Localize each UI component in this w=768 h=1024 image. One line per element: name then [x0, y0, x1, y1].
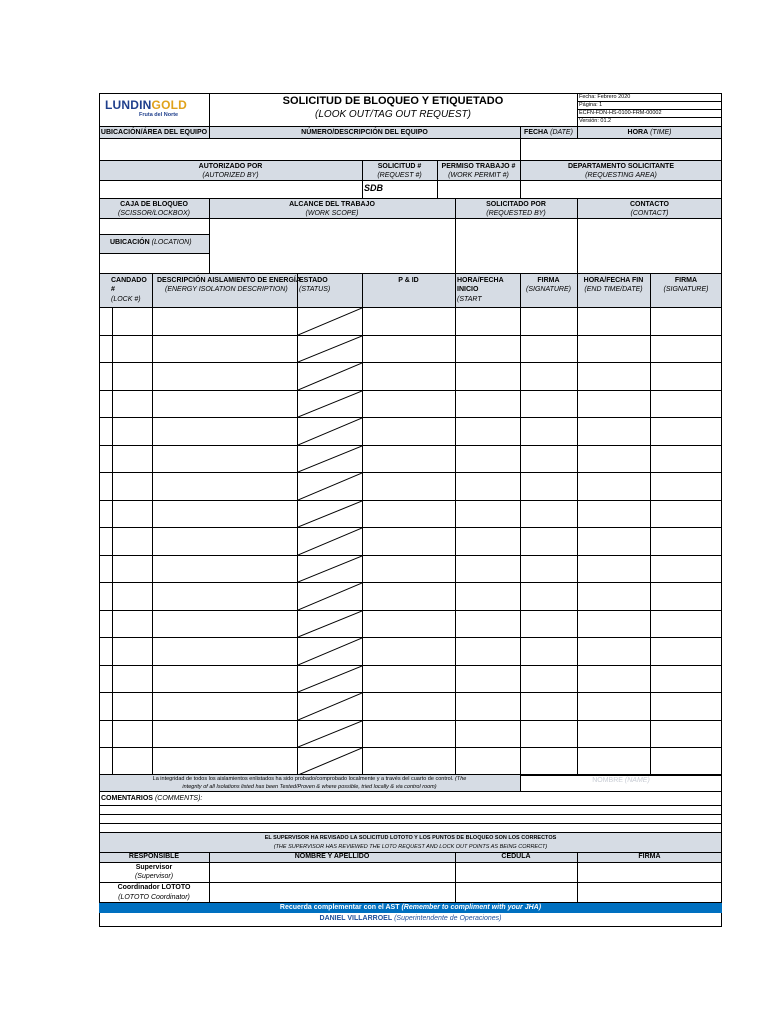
status-slash-icon — [298, 363, 362, 390]
contact-label: CONTACTO — [629, 201, 670, 208]
integrity-name-label: NOMBRE — [592, 777, 623, 784]
isolation-description-cell[interactable] — [153, 583, 297, 610]
status-cell[interactable] — [298, 666, 362, 692]
lockbox-location-header — [110, 238, 192, 247]
work-scope-label-en: (WORK SCOPE) — [305, 210, 359, 217]
coordinator-name-input[interactable] — [210, 883, 455, 902]
equipment-location-input[interactable] — [100, 139, 520, 160]
status-slash-line — [298, 721, 362, 747]
authorized-by-input[interactable] — [100, 181, 362, 198]
end-time-cell[interactable] — [578, 308, 650, 335]
start-time-label-2: INICIO — [457, 286, 479, 293]
lock-number-cell[interactable] — [113, 583, 152, 610]
status-slash-icon — [298, 721, 362, 747]
pid-cell[interactable] — [363, 638, 455, 665]
coordinator-sign-input[interactable] — [578, 883, 721, 902]
supervisor-id-input[interactable] — [456, 863, 577, 882]
start-time-cell[interactable] — [456, 308, 520, 335]
jha-reminder-text — [99, 903, 722, 913]
integrity-name-field[interactable] — [520, 775, 722, 786]
contact-label-en: (CONTACT) — [630, 210, 669, 217]
work-scope-input[interactable] — [210, 219, 455, 273]
coordinator-id-input[interactable] — [456, 883, 577, 902]
status-slash-line — [298, 336, 362, 362]
start-time-cell[interactable] — [456, 336, 520, 362]
start-time-label-en: (START — [457, 296, 482, 303]
signature-label-en: (SIGNATURE) — [526, 286, 571, 293]
supervisor-name-input[interactable] — [210, 863, 455, 882]
isolation-description-cell[interactable] — [153, 666, 297, 692]
equipment-number-label: NÚMERO/DESCRIPCIÓN DEL EQUIPO — [301, 129, 428, 136]
approver-footer — [99, 914, 722, 923]
form-subtitle: (LOOK OUT/TAG OUT REQUEST) — [315, 109, 471, 120]
signature-2-cell[interactable] — [651, 473, 722, 500]
end-time-cell[interactable] — [578, 611, 650, 637]
pid-cell[interactable] — [363, 363, 455, 390]
pid-cell[interactable] — [363, 583, 455, 610]
integrity-statement-line2: integrity of all Isolations listed has been Tested/Proven & where possible, tried locally & via control room) — [182, 784, 437, 790]
status-cell[interactable] — [298, 418, 362, 445]
lockbox-label-en: (SCISSOR/LOCKBOX) — [118, 210, 190, 217]
signature-2-cell[interactable] — [651, 308, 722, 335]
authorized-by-label-en: (AUTORIZED BY) — [202, 172, 259, 179]
approver-role: (Superintendente de Operaciones) — [394, 915, 502, 922]
lockbox-input[interactable] — [100, 219, 209, 234]
status-cell[interactable] — [298, 556, 362, 582]
signature-2-cell[interactable] — [651, 693, 722, 720]
meta-version: Versión: 01.2 — [579, 118, 612, 124]
comments-header — [101, 794, 202, 803]
form-title: SOLICITUD DE BLOQUEO Y ETIQUETADO — [282, 95, 504, 107]
isolation-description-cell[interactable] — [153, 336, 297, 362]
responsible-col-label: RESPONSIBLE — [128, 853, 180, 860]
status-cell[interactable] — [298, 528, 362, 555]
end-time-cell[interactable] — [578, 748, 650, 775]
end-time-cell[interactable] — [578, 666, 650, 692]
requested-by-input[interactable] — [456, 219, 577, 273]
signature-cell[interactable] — [521, 556, 577, 582]
lock-number-cell[interactable] — [113, 363, 152, 390]
status-slash-line — [298, 748, 362, 775]
integrity-en-start: (The — [455, 776, 467, 782]
status-cell[interactable] — [298, 721, 362, 747]
work-scope-label: ALCANCE DEL TRABAJO — [289, 201, 375, 208]
department-input[interactable] — [521, 181, 721, 198]
signature-cell[interactable] — [521, 418, 577, 445]
status-slash-line — [298, 638, 362, 665]
department-label-en: (REQUESTING AREA) — [585, 172, 657, 179]
lock-number-cell[interactable] — [113, 308, 152, 335]
isolation-description-cell[interactable] — [153, 748, 297, 775]
end-time-label: HORA/FECHA FIN — [583, 277, 644, 284]
isolation-description-label-en: (ENERGY ISOLATION DESCRIPTION) — [165, 286, 288, 293]
isolation-description-cell[interactable] — [153, 721, 297, 747]
date-label: FECHA — [524, 129, 549, 136]
isolation-description-cell[interactable] — [153, 308, 297, 335]
end-time-cell[interactable] — [578, 418, 650, 445]
signature-2-cell[interactable] — [651, 611, 722, 637]
company-logo — [103, 97, 205, 123]
isolation-description-label: DESCRIPCIÓN AISLAMIENTO DE ENERGÍA — [157, 277, 301, 284]
isolation-description-cell[interactable] — [153, 638, 297, 665]
lock-number-cell[interactable] — [113, 391, 152, 417]
end-time-cell[interactable] — [578, 556, 650, 582]
signature-2-label: FIRMA — [674, 277, 698, 284]
signature-cell[interactable] — [521, 308, 577, 335]
pid-cell[interactable] — [363, 418, 455, 445]
lock-number-cell[interactable] — [113, 528, 152, 555]
signature-2-cell[interactable] — [651, 336, 722, 362]
pid-cell[interactable] — [363, 693, 455, 720]
status-cell[interactable] — [298, 501, 362, 527]
lockbox-label: CAJA DE BLOQUEO — [120, 201, 188, 208]
pid-cell[interactable] — [363, 748, 455, 775]
signature-2-cell[interactable] — [651, 501, 722, 527]
lock-number-cell[interactable] — [113, 666, 152, 692]
integrity-name-label-en: (NAME) — [624, 777, 650, 784]
status-slash-line — [298, 693, 362, 720]
pid-cell[interactable] — [363, 666, 455, 692]
start-time-cell[interactable] — [456, 528, 520, 555]
supervisor-statement-es: EL SUPERVISOR HA REVISADO LA SOLICITUD LOTOTO Y LOS PUNTOS DE BLOQUEO SON LOS CORRECTOS — [264, 835, 557, 841]
date-header — [520, 128, 577, 137]
status-slash-line — [298, 308, 362, 335]
lock-number-cell[interactable] — [113, 721, 152, 747]
signature-2-cell[interactable] — [651, 638, 722, 665]
end-time-cell[interactable] — [578, 583, 650, 610]
id-col-label: CEDULA — [501, 853, 531, 860]
status-slash-line — [298, 556, 362, 582]
status-slash-icon — [298, 418, 362, 445]
start-time-cell[interactable] — [456, 666, 520, 692]
end-time-cell[interactable] — [578, 446, 650, 472]
status-slash-icon — [298, 583, 362, 610]
time-label: HORA — [627, 129, 649, 136]
status-slash-line — [298, 391, 362, 417]
logo-word-gold: GOLD — [151, 98, 187, 112]
work-permit-label: PERMISO TRABAJO # — [441, 163, 516, 170]
status-slash-line — [298, 611, 362, 637]
signature-2-cell[interactable] — [651, 556, 722, 582]
meta-page: Página: 1 — [579, 102, 603, 108]
signature-cell[interactable] — [521, 666, 577, 692]
status-slash-icon — [298, 611, 362, 637]
start-time-cell[interactable] — [456, 363, 520, 390]
start-time-cell[interactable] — [456, 556, 520, 582]
status-label: ESTADO — [299, 277, 328, 284]
comments-input[interactable] — [100, 806, 721, 832]
signature-cell[interactable] — [521, 693, 577, 720]
end-time-cell[interactable] — [578, 363, 650, 390]
role-loto-coordinator-en: (LOTOTO Coordinator) — [118, 894, 190, 901]
request-number-label-en: (REQUEST #) — [377, 172, 422, 179]
lock-number-cell[interactable] — [113, 446, 152, 472]
lockbox-location-label: UBICACIÓN — [110, 239, 150, 246]
end-time-cell[interactable] — [578, 336, 650, 362]
start-time-cell[interactable] — [456, 583, 520, 610]
lockbox-location-input[interactable] — [100, 254, 209, 273]
status-slash-icon — [298, 556, 362, 582]
status-cell[interactable] — [298, 693, 362, 720]
request-number-input[interactable] — [363, 181, 437, 198]
pid-cell[interactable] — [363, 556, 455, 582]
request-number-label: SOLICITUD # — [377, 163, 422, 170]
role-loto-coordinator: Coordinador LOTOTO — [117, 884, 191, 891]
lock-number-cell[interactable] — [113, 473, 152, 500]
pid-cell[interactable] — [363, 391, 455, 417]
status-slash-line — [298, 528, 362, 555]
jha-reminder-en: (Remember to compliment with your JHA) — [401, 904, 542, 911]
request-prefix: SDB — [364, 183, 384, 193]
lock-number-cell[interactable] — [113, 556, 152, 582]
status-slash-line — [298, 473, 362, 500]
start-time-cell[interactable] — [456, 611, 520, 637]
signature-2-cell[interactable] — [651, 363, 722, 390]
pid-cell[interactable] — [363, 721, 455, 747]
sign-col-label: FIRMA — [638, 853, 661, 860]
pid-cell[interactable] — [363, 446, 455, 472]
signature-cell[interactable] — [521, 611, 577, 637]
lock-number-label: CANDADO — [111, 277, 147, 284]
start-time-cell[interactable] — [456, 721, 520, 747]
status-slash-icon — [298, 391, 362, 417]
end-time-cell[interactable] — [578, 501, 650, 527]
isolation-description-cell[interactable] — [153, 611, 297, 637]
isolation-description-cell[interactable] — [153, 501, 297, 527]
pid-cell[interactable] — [363, 501, 455, 527]
status-slash-icon — [298, 446, 362, 472]
lock-number-cell[interactable] — [113, 638, 152, 665]
isolation-description-cell[interactable] — [153, 391, 297, 417]
signature-2-label-en: (SIGNATURE) — [663, 286, 709, 293]
contact-input[interactable] — [578, 219, 721, 273]
status-cell[interactable] — [298, 446, 362, 472]
status-cell[interactable] — [298, 363, 362, 390]
isolation-description-cell[interactable] — [153, 473, 297, 500]
supervisor-sign-input[interactable] — [578, 863, 721, 882]
comments-label: COMENTARIOS — [101, 795, 153, 802]
lock-number-cell[interactable] — [113, 748, 152, 775]
status-cell[interactable] — [298, 336, 362, 362]
signature-2-cell[interactable] — [651, 748, 722, 775]
pid-cell[interactable] — [363, 336, 455, 362]
signature-2-cell[interactable] — [651, 391, 722, 417]
start-time-cell[interactable] — [456, 418, 520, 445]
status-cell[interactable] — [298, 611, 362, 637]
requested-by-label: SOLICITADO POR — [486, 201, 546, 208]
signature-cell[interactable] — [521, 748, 577, 775]
start-time-cell[interactable] — [456, 693, 520, 720]
start-time-cell[interactable] — [456, 446, 520, 472]
status-slash-icon — [298, 501, 362, 527]
signature-cell[interactable] — [521, 528, 577, 555]
signature-cell[interactable] — [521, 721, 577, 747]
signature-cell[interactable] — [521, 583, 577, 610]
start-time-cell[interactable] — [456, 748, 520, 775]
meta-code: ECFN-FDN-HS-0100-FRM-00002 — [579, 110, 662, 116]
lock-number-cell[interactable] — [113, 501, 152, 527]
end-time-cell[interactable] — [578, 391, 650, 417]
status-slash-icon — [298, 528, 362, 555]
status-slash-line — [298, 363, 362, 390]
status-slash-icon — [298, 666, 362, 692]
logo-word-lundin: LUNDIN — [105, 98, 152, 112]
department-label: DEPARTAMENTO SOLICITANTE — [567, 163, 675, 170]
isolation-description-cell[interactable] — [153, 418, 297, 445]
isolation-description-cell[interactable] — [153, 693, 297, 720]
signature-2-cell[interactable] — [651, 666, 722, 692]
status-slash-line — [298, 501, 362, 527]
signature-2-cell[interactable] — [651, 418, 722, 445]
isolation-description-cell[interactable] — [153, 528, 297, 555]
signature-label: FIRMA — [537, 277, 560, 284]
lock-number-label-en: (LOCK #) — [111, 296, 141, 303]
status-cell[interactable] — [298, 473, 362, 500]
lock-number-cell[interactable] — [113, 418, 152, 445]
signature-2-cell[interactable] — [651, 583, 722, 610]
pid-cell[interactable] — [363, 611, 455, 637]
signature-cell[interactable] — [521, 363, 577, 390]
status-slash-icon — [298, 693, 362, 720]
status-slash-line — [298, 418, 362, 445]
date-time-input[interactable] — [521, 139, 721, 160]
status-cell[interactable] — [298, 638, 362, 665]
name-col-label: NOMBRE Y APELLIDO — [294, 853, 370, 860]
lock-number-hash: # — [111, 286, 115, 293]
pid-cell[interactable] — [363, 528, 455, 555]
start-time-label-1: HORA/FECHA — [457, 277, 504, 284]
isolation-description-cell[interactable] — [153, 446, 297, 472]
approver-name: DANIEL VILLARROEL — [319, 915, 393, 922]
status-slash-line — [298, 666, 362, 692]
signature-cell[interactable] — [521, 501, 577, 527]
time-label-en: (TIME) — [650, 129, 672, 136]
comments-label-en: (COMMENTS): — [154, 795, 203, 802]
meta-date: Fecha: Febrero 2020 — [579, 94, 631, 100]
status-slash-line — [298, 446, 362, 472]
isolation-description-cell[interactable] — [153, 556, 297, 582]
pid-label: P & ID — [398, 277, 419, 284]
role-supervisor: Supervisor — [135, 864, 173, 871]
end-time-label-en: (END TIME/DATE) — [584, 286, 643, 293]
lock-number-cell[interactable] — [113, 336, 152, 362]
signature-cell[interactable] — [521, 336, 577, 362]
start-time-cell[interactable] — [456, 501, 520, 527]
equipment-location-label: UBICACIÓN/ÁREA DEL EQUIPO — [100, 129, 208, 136]
status-cell[interactable] — [298, 308, 362, 335]
date-label-en: (DATE) — [550, 129, 573, 136]
requested-by-label-en: (REQUESTED BY) — [486, 210, 546, 217]
integrity-statement-line1 — [99, 775, 520, 783]
status-slash-line — [298, 583, 362, 610]
status-cell[interactable] — [298, 748, 362, 775]
start-time-cell[interactable] — [456, 473, 520, 500]
pid-cell[interactable] — [363, 308, 455, 335]
signature-cell[interactable] — [521, 473, 577, 500]
integrity-es: La integridad de todos los aislamientos enlistados ha sido probado/comprobado localmente y a través del cuarto de control. — [152, 776, 454, 782]
status-slash-icon — [298, 748, 362, 775]
lockbox-location-label-en: (LOCATION) — [151, 239, 192, 246]
signature-2-cell[interactable] — [651, 528, 722, 555]
lock-number-cell[interactable] — [113, 611, 152, 637]
start-time-cell[interactable] — [456, 391, 520, 417]
status-slash-icon — [298, 308, 362, 335]
logo-subtitle: Fruta del Norte — [139, 112, 179, 118]
signature-2-cell[interactable] — [651, 721, 722, 747]
jha-reminder-es: Recuerda complementar con el AST — [279, 904, 400, 911]
isolation-description-cell[interactable] — [153, 363, 297, 390]
signature-cell[interactable] — [521, 446, 577, 472]
end-time-cell[interactable] — [578, 473, 650, 500]
signature-cell[interactable] — [521, 391, 577, 417]
status-slash-icon — [298, 473, 362, 500]
signature-2-cell[interactable] — [651, 446, 722, 472]
work-permit-input[interactable] — [438, 181, 520, 198]
end-time-cell[interactable] — [578, 638, 650, 665]
end-time-cell[interactable] — [578, 528, 650, 555]
work-permit-label-en: (WORK PERMIT #) — [448, 172, 509, 179]
time-header — [577, 128, 722, 137]
status-slash-icon — [298, 638, 362, 665]
role-supervisor-en: (Supervisor) — [134, 873, 174, 880]
pid-cell[interactable] — [363, 473, 455, 500]
status-slash-icon — [298, 336, 362, 362]
end-time-cell[interactable] — [578, 721, 650, 747]
status-cell[interactable] — [298, 391, 362, 417]
end-time-cell[interactable] — [578, 693, 650, 720]
status-cell[interactable] — [298, 583, 362, 610]
supervisor-statement-en: (THE SUPERVISOR HAS REVIEWED THE LOTO REQUEST AND LOCK OUT POINTS AS BEING CORRECT) — [273, 844, 548, 850]
signature-cell[interactable] — [521, 638, 577, 665]
start-time-cell[interactable] — [456, 638, 520, 665]
status-label-en: (STATUS) — [299, 286, 331, 293]
lock-number-cell[interactable] — [113, 693, 152, 720]
authorized-by-label: AUTORIZADO POR — [198, 163, 263, 170]
